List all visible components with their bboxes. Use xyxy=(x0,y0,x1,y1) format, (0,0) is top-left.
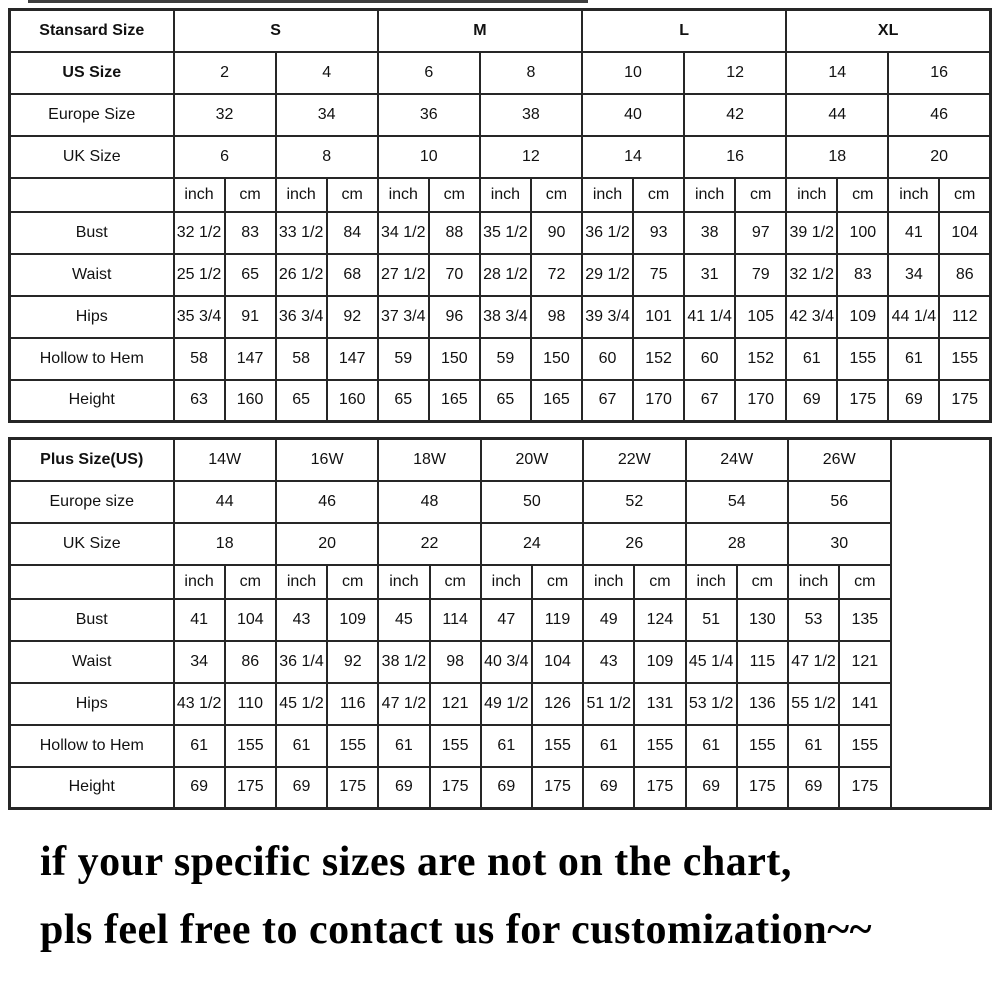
data-cell: 109 xyxy=(327,599,378,641)
data-cell: 175 xyxy=(839,767,890,809)
data-cell: 27 1/2 xyxy=(378,254,429,296)
data-cell: 25 1/2 xyxy=(174,254,225,296)
size-value-cell: 24W xyxy=(686,439,788,481)
unit-cell: inch xyxy=(378,565,429,599)
data-cell: 61 xyxy=(378,725,429,767)
unit-cell: inch xyxy=(276,565,327,599)
data-cell: 175 xyxy=(532,767,583,809)
unit-cell: inch xyxy=(684,178,735,212)
data-cell: 165 xyxy=(429,380,480,422)
size-value-cell: 20W xyxy=(481,439,583,481)
data-cell: 86 xyxy=(939,254,990,296)
data-cell: 53 1/2 xyxy=(686,683,737,725)
data-cell: 83 xyxy=(837,254,888,296)
data-cell: 175 xyxy=(430,767,481,809)
data-cell: 36 3/4 xyxy=(276,296,327,338)
row-label: Hollow to Hem xyxy=(10,338,174,380)
data-cell: 79 xyxy=(735,254,786,296)
data-cell: 124 xyxy=(634,599,685,641)
unit-cell: cm xyxy=(837,178,888,212)
row-label: UK Size xyxy=(10,523,174,565)
data-cell: 160 xyxy=(225,380,276,422)
row-label: Hollow to Hem xyxy=(10,725,174,767)
data-cell: 155 xyxy=(532,725,583,767)
data-cell: 61 xyxy=(686,725,737,767)
data-cell: 72 xyxy=(531,254,582,296)
data-cell: 38 3/4 xyxy=(480,296,531,338)
empty-cell xyxy=(10,565,174,599)
data-cell: 32 1/2 xyxy=(174,212,225,254)
data-cell: 67 xyxy=(684,380,735,422)
data-cell: 131 xyxy=(634,683,685,725)
data-cell: 90 xyxy=(531,212,582,254)
size-value-cell: 36 xyxy=(378,94,480,136)
unit-cell: cm xyxy=(430,565,481,599)
unit-cell: inch xyxy=(786,178,837,212)
size-value-cell: 26W xyxy=(788,439,891,481)
data-cell: 58 xyxy=(276,338,327,380)
data-cell: 65 xyxy=(225,254,276,296)
size-value-cell: 22W xyxy=(583,439,685,481)
data-cell: 97 xyxy=(735,212,786,254)
table-row xyxy=(10,767,991,809)
unit-cell: cm xyxy=(532,565,583,599)
data-cell: 141 xyxy=(839,683,890,725)
data-cell: 130 xyxy=(737,599,788,641)
plus-size-table xyxy=(8,437,992,810)
data-cell: 33 1/2 xyxy=(276,212,327,254)
cropped-text-artifact xyxy=(28,0,588,3)
row-label: Europe size xyxy=(10,481,174,523)
row-label: Height xyxy=(10,380,174,422)
unit-cell: cm xyxy=(327,178,378,212)
unit-cell: cm xyxy=(429,178,480,212)
unit-cell: inch xyxy=(583,565,634,599)
table-title-cell: Plus Size(US) xyxy=(10,439,174,481)
unit-cell: inch xyxy=(481,565,532,599)
data-cell: 26 1/2 xyxy=(276,254,327,296)
data-cell: 69 xyxy=(788,767,839,809)
row-label: Waist xyxy=(10,641,174,683)
data-cell: 41 xyxy=(174,599,225,641)
data-cell: 42 3/4 xyxy=(786,296,837,338)
data-cell: 58 xyxy=(174,338,225,380)
data-cell: 155 xyxy=(839,725,890,767)
data-cell: 101 xyxy=(633,296,684,338)
data-cell: 61 xyxy=(788,725,839,767)
size-value-cell: 24 xyxy=(481,523,583,565)
size-group-cell: M xyxy=(378,10,582,52)
data-cell: 100 xyxy=(837,212,888,254)
size-value-cell: 12 xyxy=(480,136,582,178)
data-cell: 92 xyxy=(327,296,378,338)
table-row xyxy=(10,641,991,683)
data-cell: 38 1/2 xyxy=(378,641,429,683)
data-cell: 175 xyxy=(939,380,990,422)
data-cell: 43 xyxy=(276,599,327,641)
data-cell: 36 1/2 xyxy=(582,212,633,254)
data-cell: 61 xyxy=(786,338,837,380)
data-cell: 116 xyxy=(327,683,378,725)
data-cell: 41 1/4 xyxy=(684,296,735,338)
data-cell: 98 xyxy=(531,296,582,338)
size-value-cell: 2 xyxy=(174,52,276,94)
data-cell: 121 xyxy=(839,641,890,683)
unit-cell: cm xyxy=(735,178,786,212)
data-cell: 175 xyxy=(837,380,888,422)
data-cell: 98 xyxy=(430,641,481,683)
empty-trailing-cell xyxy=(891,439,991,809)
size-value-cell: 16W xyxy=(276,439,378,481)
table-row xyxy=(10,296,991,338)
data-cell: 60 xyxy=(582,338,633,380)
size-value-cell: 10 xyxy=(378,136,480,178)
data-cell: 49 1/2 xyxy=(481,683,532,725)
data-cell: 69 xyxy=(786,380,837,422)
row-label: Hips xyxy=(10,296,174,338)
unit-cell: inch xyxy=(888,178,939,212)
data-cell: 155 xyxy=(837,338,888,380)
data-cell: 155 xyxy=(430,725,481,767)
data-cell: 104 xyxy=(532,641,583,683)
data-cell: 150 xyxy=(531,338,582,380)
row-label: Europe Size xyxy=(10,94,174,136)
data-cell: 110 xyxy=(225,683,276,725)
data-cell: 160 xyxy=(327,380,378,422)
data-cell: 70 xyxy=(429,254,480,296)
table-row xyxy=(10,481,991,523)
data-cell: 63 xyxy=(174,380,225,422)
data-cell: 65 xyxy=(378,380,429,422)
data-cell: 34 xyxy=(174,641,225,683)
data-cell: 109 xyxy=(634,641,685,683)
data-cell: 36 1/4 xyxy=(276,641,327,683)
data-cell: 152 xyxy=(735,338,786,380)
data-cell: 155 xyxy=(634,725,685,767)
size-value-cell: 32 xyxy=(174,94,276,136)
size-group-cell: XL xyxy=(786,10,990,52)
size-value-cell: 18 xyxy=(174,523,276,565)
empty-cell xyxy=(10,178,174,212)
size-value-cell: 16 xyxy=(684,136,786,178)
unit-cell: cm xyxy=(634,565,685,599)
data-cell: 69 xyxy=(378,767,429,809)
data-cell: 175 xyxy=(737,767,788,809)
data-cell: 61 xyxy=(481,725,532,767)
size-value-cell: 10 xyxy=(582,52,684,94)
data-cell: 115 xyxy=(737,641,788,683)
unit-cell: inch xyxy=(686,565,737,599)
data-cell: 61 xyxy=(888,338,939,380)
size-value-cell: 18 xyxy=(786,136,888,178)
size-value-cell: 56 xyxy=(788,481,891,523)
row-label: UK Size xyxy=(10,136,174,178)
table-row xyxy=(10,254,991,296)
data-cell: 175 xyxy=(634,767,685,809)
row-label: Hips xyxy=(10,683,174,725)
data-cell: 67 xyxy=(582,380,633,422)
size-group-cell: L xyxy=(582,10,786,52)
size-value-cell: 54 xyxy=(686,481,788,523)
row-label: Bust xyxy=(10,212,174,254)
data-cell: 45 1/2 xyxy=(276,683,327,725)
unit-cell: cm xyxy=(839,565,890,599)
data-cell: 47 xyxy=(481,599,532,641)
data-cell: 104 xyxy=(225,599,276,641)
size-value-cell: 8 xyxy=(276,136,378,178)
size-value-cell: 16 xyxy=(888,52,990,94)
unit-cell: inch xyxy=(276,178,327,212)
data-cell: 155 xyxy=(327,725,378,767)
data-cell: 119 xyxy=(532,599,583,641)
data-cell: 69 xyxy=(276,767,327,809)
data-cell: 37 3/4 xyxy=(378,296,429,338)
row-label: Waist xyxy=(10,254,174,296)
data-cell: 175 xyxy=(327,767,378,809)
data-cell: 105 xyxy=(735,296,786,338)
table-row xyxy=(10,178,991,212)
table-row xyxy=(10,10,991,52)
data-cell: 53 xyxy=(788,599,839,641)
table-row xyxy=(10,683,991,725)
unit-cell: inch xyxy=(174,565,225,599)
data-cell: 61 xyxy=(276,725,327,767)
data-cell: 59 xyxy=(480,338,531,380)
size-value-cell: 46 xyxy=(888,94,990,136)
data-cell: 55 1/2 xyxy=(788,683,839,725)
data-cell: 47 1/2 xyxy=(378,683,429,725)
data-cell: 35 3/4 xyxy=(174,296,225,338)
data-cell: 51 xyxy=(686,599,737,641)
data-cell: 65 xyxy=(480,380,531,422)
table-row xyxy=(10,338,991,380)
data-cell: 96 xyxy=(429,296,480,338)
data-cell: 165 xyxy=(531,380,582,422)
size-value-cell: 30 xyxy=(788,523,891,565)
unit-cell: cm xyxy=(225,565,276,599)
data-cell: 29 1/2 xyxy=(582,254,633,296)
size-value-cell: 20 xyxy=(888,136,990,178)
data-cell: 170 xyxy=(633,380,684,422)
data-cell: 104 xyxy=(939,212,990,254)
standard-size-table xyxy=(8,8,992,423)
data-cell: 88 xyxy=(429,212,480,254)
data-cell: 49 xyxy=(583,599,634,641)
size-value-cell: 22 xyxy=(378,523,480,565)
size-value-cell: 46 xyxy=(276,481,378,523)
table-row xyxy=(10,94,991,136)
row-label: Bust xyxy=(10,599,174,641)
data-cell: 45 xyxy=(378,599,429,641)
data-cell: 84 xyxy=(327,212,378,254)
table-title-cell: Stansard Size xyxy=(10,10,174,52)
data-cell: 31 xyxy=(684,254,735,296)
size-value-cell: 6 xyxy=(378,52,480,94)
data-cell: 86 xyxy=(225,641,276,683)
customization-note-line1: if your specific sizes are not on the chart, xyxy=(40,839,792,885)
data-cell: 59 xyxy=(378,338,429,380)
data-cell: 170 xyxy=(735,380,786,422)
data-cell: 45 1/4 xyxy=(686,641,737,683)
data-cell: 69 xyxy=(888,380,939,422)
data-cell: 51 1/2 xyxy=(583,683,634,725)
size-value-cell: 18W xyxy=(378,439,480,481)
size-value-cell: 14 xyxy=(582,136,684,178)
size-value-cell: 6 xyxy=(174,136,276,178)
size-value-cell: 14W xyxy=(174,439,276,481)
unit-cell: inch xyxy=(174,178,225,212)
data-cell: 93 xyxy=(633,212,684,254)
size-value-cell: 40 xyxy=(582,94,684,136)
size-value-cell: 8 xyxy=(480,52,582,94)
data-cell: 175 xyxy=(225,767,276,809)
customization-note-line2: pls feel free to contact us for customization~~ xyxy=(40,907,872,953)
data-cell: 39 3/4 xyxy=(582,296,633,338)
data-cell: 61 xyxy=(174,725,225,767)
data-cell: 121 xyxy=(430,683,481,725)
table-row xyxy=(10,599,991,641)
data-cell: 109 xyxy=(837,296,888,338)
data-cell: 28 1/2 xyxy=(480,254,531,296)
data-cell: 61 xyxy=(583,725,634,767)
size-value-cell: 44 xyxy=(786,94,888,136)
size-value-cell: 28 xyxy=(686,523,788,565)
unit-cell: cm xyxy=(737,565,788,599)
data-cell: 44 1/4 xyxy=(888,296,939,338)
table-row xyxy=(10,136,991,178)
data-cell: 69 xyxy=(481,767,532,809)
data-cell: 75 xyxy=(633,254,684,296)
data-cell: 60 xyxy=(684,338,735,380)
data-cell: 155 xyxy=(939,338,990,380)
unit-cell: inch xyxy=(582,178,633,212)
data-cell: 69 xyxy=(174,767,225,809)
table-row xyxy=(10,439,991,481)
data-cell: 40 3/4 xyxy=(481,641,532,683)
size-value-cell: 44 xyxy=(174,481,276,523)
data-cell: 155 xyxy=(737,725,788,767)
data-cell: 43 xyxy=(583,641,634,683)
data-cell: 112 xyxy=(939,296,990,338)
data-cell: 114 xyxy=(430,599,481,641)
data-cell: 65 xyxy=(276,380,327,422)
data-cell: 150 xyxy=(429,338,480,380)
unit-cell: cm xyxy=(225,178,276,212)
data-cell: 92 xyxy=(327,641,378,683)
unit-cell: cm xyxy=(939,178,990,212)
data-cell: 32 1/2 xyxy=(786,254,837,296)
data-cell: 91 xyxy=(225,296,276,338)
size-value-cell: 14 xyxy=(786,52,888,94)
size-value-cell: 48 xyxy=(378,481,480,523)
size-group-cell: S xyxy=(174,10,378,52)
data-cell: 135 xyxy=(839,599,890,641)
unit-cell: cm xyxy=(531,178,582,212)
table-row xyxy=(10,380,991,422)
table-row xyxy=(10,52,991,94)
table-row xyxy=(10,523,991,565)
unit-cell: cm xyxy=(327,565,378,599)
data-cell: 126 xyxy=(532,683,583,725)
table-row xyxy=(10,725,991,767)
data-cell: 136 xyxy=(737,683,788,725)
size-value-cell: 4 xyxy=(276,52,378,94)
size-value-cell: 26 xyxy=(583,523,685,565)
data-cell: 69 xyxy=(686,767,737,809)
data-cell: 155 xyxy=(225,725,276,767)
unit-cell: inch xyxy=(788,565,839,599)
size-value-cell: 12 xyxy=(684,52,786,94)
data-cell: 47 1/2 xyxy=(788,641,839,683)
size-value-cell: 42 xyxy=(684,94,786,136)
data-cell: 34 xyxy=(888,254,939,296)
size-value-cell: 52 xyxy=(583,481,685,523)
data-cell: 35 1/2 xyxy=(480,212,531,254)
table-row xyxy=(10,212,991,254)
row-label: Height xyxy=(10,767,174,809)
data-cell: 68 xyxy=(327,254,378,296)
data-cell: 83 xyxy=(225,212,276,254)
unit-cell: inch xyxy=(378,178,429,212)
row-label: US Size xyxy=(10,52,174,94)
data-cell: 69 xyxy=(583,767,634,809)
size-value-cell: 38 xyxy=(480,94,582,136)
data-cell: 38 xyxy=(684,212,735,254)
data-cell: 39 1/2 xyxy=(786,212,837,254)
data-cell: 43 1/2 xyxy=(174,683,225,725)
size-value-cell: 50 xyxy=(481,481,583,523)
unit-cell: cm xyxy=(633,178,684,212)
table-row xyxy=(10,565,991,599)
data-cell: 34 1/2 xyxy=(378,212,429,254)
size-value-cell: 20 xyxy=(276,523,378,565)
data-cell: 147 xyxy=(327,338,378,380)
size-value-cell: 34 xyxy=(276,94,378,136)
data-cell: 147 xyxy=(225,338,276,380)
data-cell: 152 xyxy=(633,338,684,380)
unit-cell: inch xyxy=(480,178,531,212)
data-cell: 41 xyxy=(888,212,939,254)
